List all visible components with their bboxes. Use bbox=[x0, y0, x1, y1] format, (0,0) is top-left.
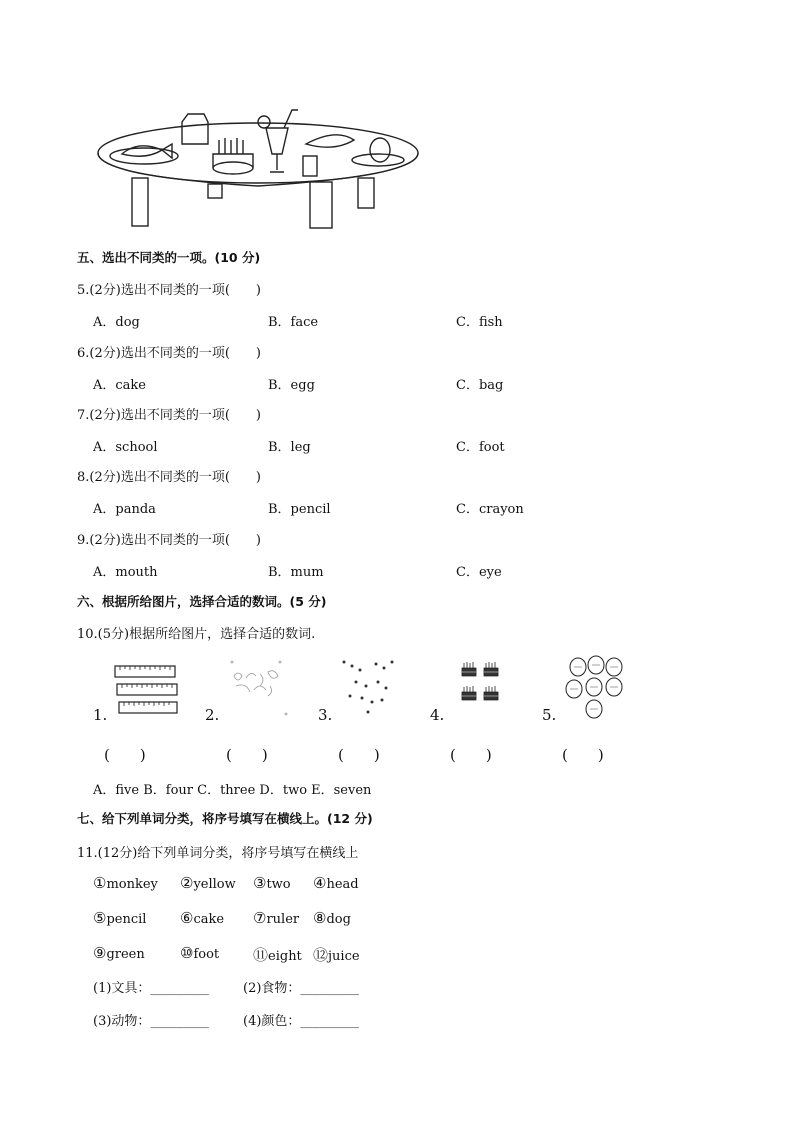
word-text: pencil bbox=[106, 912, 147, 927]
word-text: cake bbox=[193, 912, 225, 927]
word-item bbox=[180, 874, 236, 892]
answer-blank-5[interactable]: ( ) bbox=[562, 746, 604, 764]
section-6-title: 六、根据所给图片，选择合适的数词。(5 分) bbox=[77, 594, 327, 609]
q6-option-c[interactable]: C．bag bbox=[456, 378, 504, 393]
word-number: ⑧ bbox=[313, 909, 327, 927]
word-text: juice bbox=[328, 949, 360, 964]
q8-option-a[interactable]: A．panda bbox=[93, 502, 156, 517]
q9-option-c[interactable]: C．eye bbox=[456, 565, 502, 580]
picture-5-eggs bbox=[562, 655, 628, 721]
question-6: 6.(2分)选出不同类的一项( ) bbox=[77, 346, 261, 361]
q7-option-a[interactable]: A．school bbox=[93, 440, 158, 455]
picture-3-label: 3. bbox=[318, 706, 333, 724]
word-number: ① bbox=[93, 874, 107, 892]
picture-1-label: 1. bbox=[93, 706, 108, 724]
word-item bbox=[93, 874, 158, 892]
question-5: 5.(2分)选出不同类的一项( ) bbox=[77, 283, 261, 298]
word-item bbox=[313, 874, 359, 892]
word-text: foot bbox=[193, 947, 220, 962]
q5-option-a[interactable]: A．dog bbox=[93, 315, 140, 330]
word-number: ⑥ bbox=[180, 909, 194, 927]
word-text: head bbox=[326, 877, 359, 892]
q6-option-b[interactable]: B．egg bbox=[268, 378, 315, 393]
word-text: two bbox=[266, 877, 291, 892]
picture-3-dots bbox=[338, 656, 400, 716]
word-number: ⑫ bbox=[313, 946, 329, 964]
answer-blank-1[interactable]: ( ) bbox=[104, 746, 146, 764]
word-item bbox=[313, 909, 351, 927]
category-stationery[interactable]: (1)文具：_________ bbox=[93, 981, 209, 996]
q8-option-c[interactable]: C．crayon bbox=[456, 502, 524, 517]
word-text: eight bbox=[268, 949, 302, 964]
category-colors[interactable]: (4)颜色：_________ bbox=[243, 1014, 359, 1029]
word-number: ⑩ bbox=[180, 944, 194, 962]
word-number: ⑦ bbox=[253, 909, 267, 927]
section-5-title: 五、选出不同类的一项。(10 分) bbox=[77, 250, 261, 265]
category-food[interactable]: (2)食物：_________ bbox=[243, 981, 359, 996]
q9-option-b[interactable]: B．mum bbox=[268, 565, 324, 580]
word-text: monkey bbox=[106, 877, 158, 892]
question-8: 8.(2分)选出不同类的一项( ) bbox=[77, 470, 261, 485]
picture-4-cakes bbox=[456, 658, 504, 706]
word-text: green bbox=[106, 947, 145, 962]
question-11: 11.(12分)给下列单词分类，将序号填写在横线上 bbox=[77, 846, 359, 861]
answer-blank-2[interactable]: ( ) bbox=[226, 746, 268, 764]
q8-option-b[interactable]: B．pencil bbox=[268, 502, 331, 517]
question-7: 7.(2分)选出不同类的一项( ) bbox=[77, 408, 261, 423]
word-item bbox=[180, 944, 219, 962]
word-number: ④ bbox=[313, 874, 327, 892]
word-number: ⑨ bbox=[93, 944, 107, 962]
word-item bbox=[180, 909, 224, 927]
word-item bbox=[313, 944, 360, 965]
word-text: ruler bbox=[266, 912, 300, 927]
answer-blank-3[interactable]: ( ) bbox=[338, 746, 380, 764]
picture-4-label: 4. bbox=[430, 706, 445, 724]
answer-blank-4[interactable]: ( ) bbox=[450, 746, 492, 764]
word-number: ⑪ bbox=[253, 946, 269, 964]
q10-options: A．five B．four C．three D．two E．seven bbox=[93, 783, 372, 798]
word-number: ③ bbox=[253, 874, 267, 892]
category-animals[interactable]: (3)动物：_________ bbox=[93, 1014, 209, 1029]
q9-option-a[interactable]: A．mouth bbox=[93, 565, 158, 580]
question-10: 10.(5分)根据所给图片，选择合适的数词. bbox=[77, 627, 316, 642]
word-number: ② bbox=[180, 874, 194, 892]
word-text: yellow bbox=[193, 877, 236, 892]
q7-option-c[interactable]: C．foot bbox=[456, 440, 505, 455]
word-item bbox=[93, 944, 145, 962]
q7-option-b[interactable]: B．leg bbox=[268, 440, 311, 455]
picture-2-sketch bbox=[228, 656, 290, 718]
section-7-title: 七、给下列单词分类，将序号填写在横线上。(12 分) bbox=[77, 811, 373, 826]
word-item bbox=[253, 874, 291, 892]
word-number: ⑤ bbox=[93, 909, 107, 927]
picture-1-rulers bbox=[112, 656, 180, 718]
picture-2-label: 2. bbox=[205, 706, 220, 724]
picture-5-label: 5. bbox=[542, 706, 557, 724]
table-illustration bbox=[92, 98, 427, 234]
question-9: 9.(2分)选出不同类的一项( ) bbox=[77, 533, 261, 548]
word-item bbox=[253, 944, 302, 965]
q5-option-c[interactable]: C．fish bbox=[456, 315, 503, 330]
q6-option-a[interactable]: A．cake bbox=[93, 378, 146, 393]
word-text: dog bbox=[326, 912, 351, 927]
q5-option-b[interactable]: B．face bbox=[268, 315, 319, 330]
word-item bbox=[93, 909, 146, 927]
word-item bbox=[253, 909, 299, 927]
